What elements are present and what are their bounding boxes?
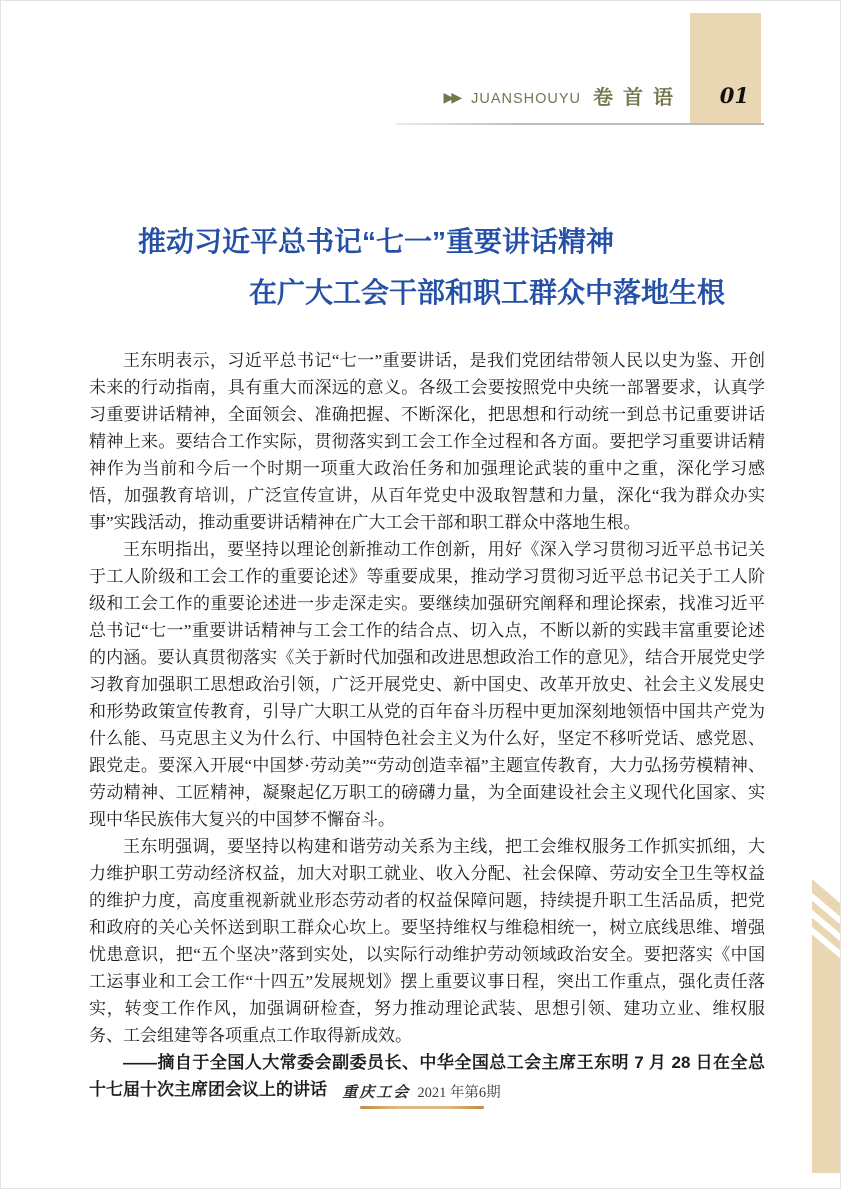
header-rule bbox=[396, 123, 764, 125]
attribution-line: ——摘自于全国人大常委会副委员长、中华全国总工会主席王东明 7 月 28 日在全总十七届十次主席团会议上的讲话 bbox=[89, 1053, 765, 1099]
section-pinyin: JUANSHOUYU bbox=[471, 91, 581, 107]
article-body bbox=[89, 347, 765, 1103]
issue-label: 2021 年第6期 bbox=[417, 1085, 501, 1101]
journal-logo: 重庆工会 bbox=[342, 1083, 411, 1101]
paragraph-1: 王东明表示，习近平总书记“七一”重要讲话，是我们党团结带领人民以史为鉴、开创未来的行动指南，具有重大而深远的意义。各级工会要按照党中央统一部署要求，认真学习重要讲话精神，全面领会、准确把握、不断深化，把思想和行动统一到总书记重要讲话精神上来。要结合工作实际，贯彻落实到工会工作全过程和各方面。要把学习重要讲话精神作为当前和今后一个时期一项重大政治任务和加强理论武装的重中之重，深化学习感悟，加强教育培训，广泛宣传宣讲，从百年党史中汲取智慧和力量，深化“我为群众办实事”实践活动，推动重要讲话精神在广大工会干部和职工群众中落地生根。 bbox=[89, 351, 765, 532]
paragraph-2: 王东明指出，要坚持以理论创新推动工作创新，用好《深入学习贯彻习近平总书记关于工人阶级和工会工作的重要论述》等重要成果，推动学习贯彻习近平总书记关于工人阶级和工会工作的重要论述进一步走深走实。要继续加强研究阐释和理论探索，找准习近平总书记“七一”重要讲话精神与工会工作的结合点、切入点，不断以新的实践丰富重要论述的内涵。要认真贯彻落实《关于新时代加强和改进思想政治工作的意见》，结合开展党史学习教育加强职工思想政治引领，广泛开展党史、新中国史、改革开放史、社会主义发展史和形势政策宣传教育，引导广大职工从党的百年奋斗历程中更加深刻地领悟中国共产党为什么能、马克思主义为什么行、中国特色社会主义为什么好，坚定不移听党话、感党恩、跟党走。要深入开展“中国梦·劳动美”“劳动创造幸福”主题宣传教育，大力弘扬劳模精神、劳动精神、工匠精神，凝聚起亿万职工的磅礴力量，为全面建设社会主义现代化国家、实现中华民族伟大复兴的中国梦不懈奋斗。 bbox=[89, 540, 765, 829]
section-title: 卷首语 bbox=[593, 87, 683, 109]
article-title bbox=[89, 227, 765, 307]
page-footer bbox=[1, 1081, 841, 1109]
page-number-box bbox=[690, 13, 761, 124]
article-title-line1: 推动习近平总书记“七一”重要讲话精神 bbox=[138, 226, 615, 257]
page-number: 01 bbox=[719, 83, 749, 108]
paragraph-3: 王东明强调，要坚持以构建和谐劳动关系为主线，把工会维权服务工作抓实抓细，大力维护职工劳动经济权益，加大对职工就业、收入分配、社会保障、劳动安全卫生等权益的维护力度，高度重视新就业形态劳动者的权益保障问题，持续提升职工生活品质，把党和政府的关心关怀送到职工群众心坎上。要坚持维权与维稳相统一，树立底线思维、增强忧患意识，把“五个坚决”落到实处，以实际行动维护劳动领域政治安全。要把落实《中国工运事业和工会工作“十四五”发展规划》摆上重要议事日程，突出工作重点，强化责任落实，转变工作作风，加强调研检查，努力推动理论武装、思想引领、建功立业、维权服务、工会组建等各项重点工作取得新成效。 bbox=[89, 837, 765, 1045]
footer-text bbox=[1, 1081, 841, 1102]
corner-stripes-decoration bbox=[812, 879, 840, 1173]
section-header bbox=[444, 81, 683, 110]
article-title-line2: 在广大工会干部和职工群众中落地生根 bbox=[249, 277, 726, 308]
stripes-graphic bbox=[812, 879, 840, 1173]
footer-rule bbox=[360, 1106, 484, 1109]
double-arrow-icon: ▶▶ bbox=[443, 90, 460, 106]
